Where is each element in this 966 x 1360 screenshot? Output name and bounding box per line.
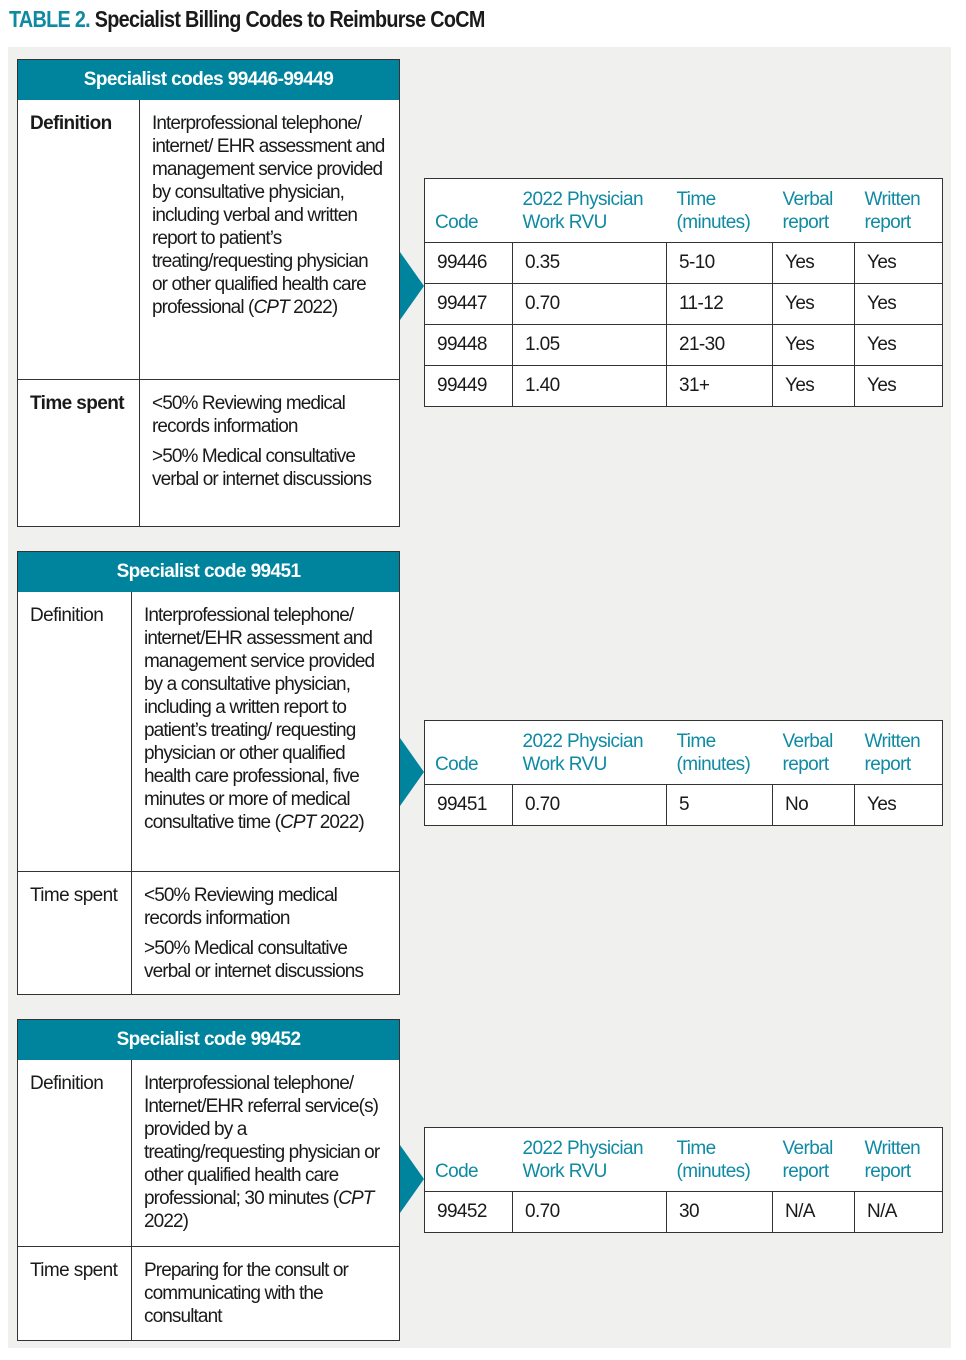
table-cell: Yes (773, 243, 855, 284)
table-cell: Yes (855, 785, 943, 826)
definition-label: Definition (18, 592, 132, 871)
table-row (425, 785, 943, 826)
table-row (425, 243, 943, 284)
definition-text: Interprofessional telephone/ Internet/EHR referral service(s) provided by a treating/requesting physician or other qualified health care professional; 30 minutes (CPT 2022) (144, 1073, 380, 1232)
time-spent-row (18, 871, 399, 994)
time-spent-row (18, 1246, 399, 1340)
column-header: Code (425, 1128, 513, 1192)
time-spent-text: <50% Reviewing medical records information >50% Medical consultative verbal or internet discussions (144, 885, 364, 982)
table-cell: N/A (773, 1192, 855, 1233)
table-cell: 99446 (425, 243, 513, 284)
table-row (425, 284, 943, 325)
table-cell: Yes (773, 325, 855, 366)
table-cell: 0.70 (513, 785, 667, 826)
column-header: Verbal report (773, 1128, 855, 1192)
column-header: 2022 Physician Work RVU (513, 721, 667, 785)
table-cell: 0.70 (513, 284, 667, 325)
table-cell: No (773, 785, 855, 826)
table-cell: Yes (855, 366, 943, 407)
table-row (425, 1192, 943, 1233)
table-cell: 0.35 (513, 243, 667, 284)
table-header-row (425, 721, 943, 785)
column-header: Written report (855, 721, 943, 785)
table-row (425, 325, 943, 366)
table-header-row (425, 1128, 943, 1192)
definition-row (18, 100, 399, 379)
section-header: Specialist codes 99446-99449 (18, 60, 399, 100)
table-cell: Yes (855, 243, 943, 284)
table-cell: 99448 (425, 325, 513, 366)
time-spent-label: Time spent (18, 380, 140, 526)
table-cell: 30 (667, 1192, 773, 1233)
table-cell: 1.40 (513, 366, 667, 407)
column-header: Time (minutes) (667, 179, 773, 243)
time-spent-row (18, 379, 399, 526)
table-cell: N/A (855, 1192, 943, 1233)
table-header-row (425, 179, 943, 243)
arrow-icon (400, 1145, 424, 1213)
table-cell: 99447 (425, 284, 513, 325)
column-header: Time (minutes) (667, 721, 773, 785)
definition-row (18, 1060, 399, 1246)
table-row (425, 366, 943, 407)
definition-row (18, 592, 399, 871)
definition-label: Definition (18, 100, 140, 379)
table-cell: 0.70 (513, 1192, 667, 1233)
column-header: Written report (855, 1128, 943, 1192)
time-spent-label: Time spent (18, 1247, 132, 1340)
table-cell: Yes (855, 325, 943, 366)
column-header: 2022 Physician Work RVU (513, 1128, 667, 1192)
column-header: Time (minutes) (667, 1128, 773, 1192)
column-header: Written report (855, 179, 943, 243)
time-spent-text: Preparing for the consult or communicating with the consultant (144, 1260, 348, 1327)
column-header: Verbal report (773, 179, 855, 243)
column-header: Code (425, 179, 513, 243)
table-cell: Yes (773, 284, 855, 325)
time-spent-label: Time spent (18, 872, 132, 994)
table-cell: 99451 (425, 785, 513, 826)
table-cell: 11-12 (667, 284, 773, 325)
definition-text: Interprofessional telephone/ internet/ EHR assessment and management service provided by consultative physician, including verbal and written report to patient’s treating/requesting physician or other qualified health care professional (CPT 2022) (152, 113, 385, 318)
table-cell: 5 (667, 785, 773, 826)
section-header: Specialist code 99452 (18, 1020, 399, 1060)
definition-text: Interprofessional telephone/ internet/EHR assessment and management service provided by a consultative physician, including a written report to patient’s treating/ requesting physician or other qualified health care professional, five minutes or more of medical consultative time (CPT 2022) (144, 605, 375, 833)
code-table (424, 1127, 943, 1233)
time-spent-text: <50% Reviewing medical records information >50% Medical consultative verbal or internet discussions (152, 393, 372, 490)
section-card (17, 59, 400, 527)
column-header: Verbal report (773, 721, 855, 785)
column-header: 2022 Physician Work RVU (513, 179, 667, 243)
section-card (17, 551, 400, 995)
column-header: Code (425, 721, 513, 785)
table-cell: 5-10 (667, 243, 773, 284)
table-cell: 99452 (425, 1192, 513, 1233)
code-table (424, 178, 943, 407)
table-cell: Yes (773, 366, 855, 407)
table-cell: 21-30 (667, 325, 773, 366)
arrow-icon (400, 738, 424, 806)
table-cell: 1.05 (513, 325, 667, 366)
table-cell: 99449 (425, 366, 513, 407)
table-cell: 31+ (667, 366, 773, 407)
table-cell: Yes (855, 284, 943, 325)
code-table (424, 720, 943, 826)
section-header: Specialist code 99451 (18, 552, 399, 592)
section-card (17, 1019, 400, 1341)
table-title: TABLE 2. Specialist Billing Codes to Reimburse CoCM (9, 6, 485, 32)
definition-label: Definition (18, 1060, 132, 1246)
arrow-icon (400, 252, 424, 320)
